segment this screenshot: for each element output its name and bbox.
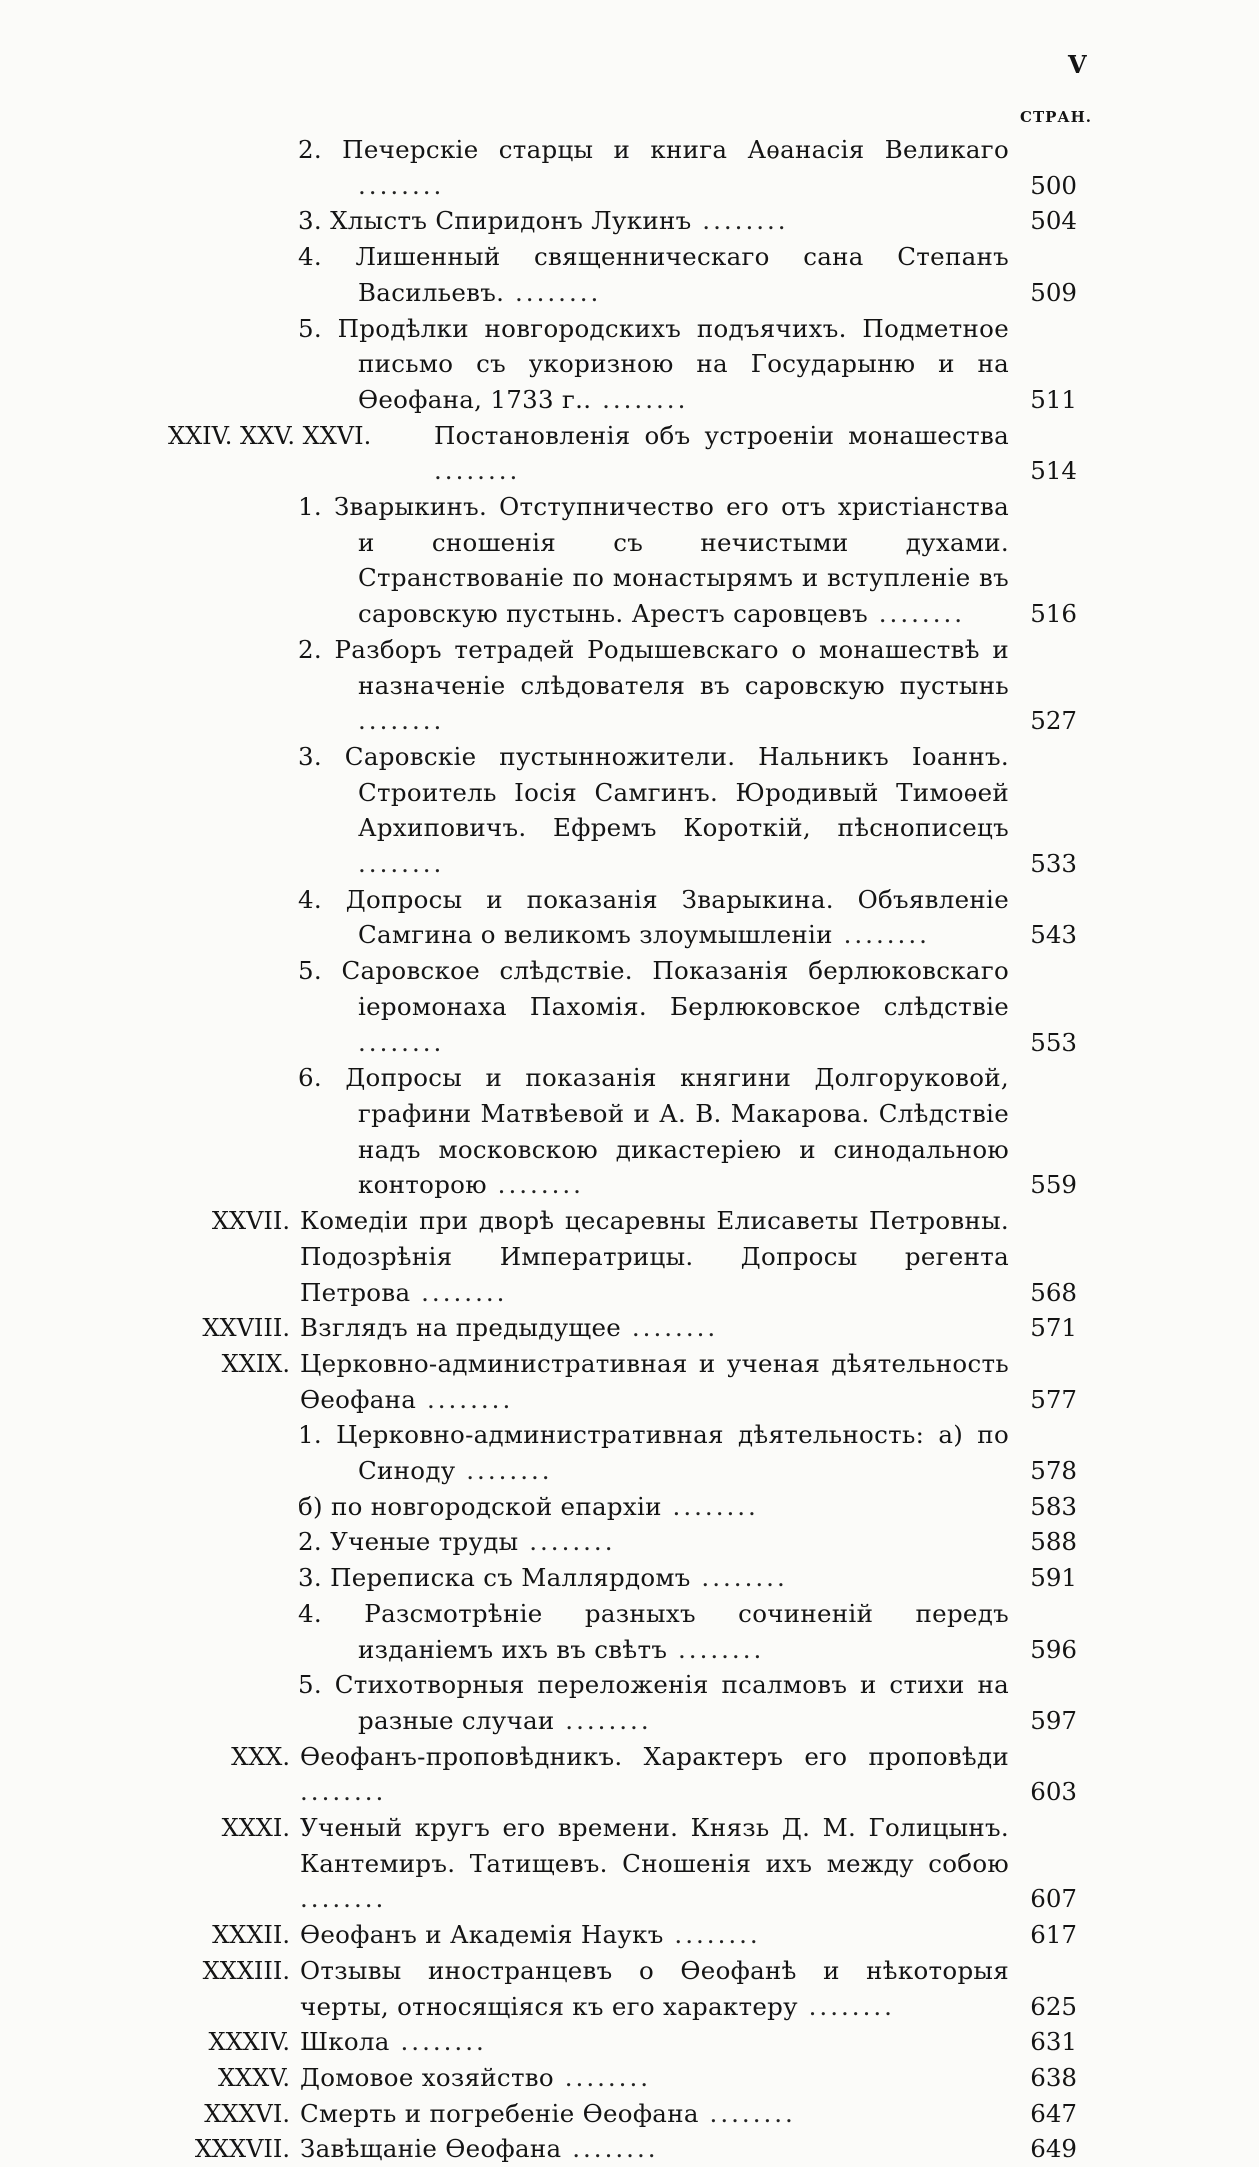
toc-entry-title: Постановленія объ устроеніи монашества ........ [434, 420, 1009, 486]
toc-entry-number: XXXV. [217, 2063, 290, 2092]
toc-entry-number: XXXIII. [202, 1956, 290, 1985]
toc-entry-number: XXIX. [221, 1349, 290, 1378]
toc-entry-title: 1. Зварыкинъ. Отступничество его отъ христіанства и сношенія съ нечистыми духами. Странствованіе по монастырямъ и вступленіе въ саровскую пустынь. Арестъ саровцевъ ........ [298, 492, 1009, 629]
toc-entry-page: 578 [1030, 1456, 1077, 1486]
toc-entry-page: 500 [1030, 170, 1077, 200]
toc-entry [0, 2131, 1259, 2167]
toc-entry-title: 2. Печерскіе старцы и книга Аѳанасія Великаго ........ [298, 135, 1009, 200]
toc-entry-page: 568 [1030, 1277, 1077, 1307]
toc-entry-page: 617 [1030, 1920, 1077, 1950]
toc-entry-title: б) по новгородской епархіи ........ [298, 1491, 759, 1521]
toc-entry-title: 5. Саровское слѣдствіе. Показанія берлюковскаго іеромонаха Пахомія. Берлюковское слѣдствіе ........ [298, 956, 1009, 1057]
page-number: V [1068, 50, 1087, 79]
toc-entry [0, 1489, 1259, 1525]
toc-entry [0, 1953, 1259, 2024]
toc-entry-page: 504 [1030, 206, 1077, 236]
toc-entry-page: 625 [1030, 1991, 1077, 2021]
toc-entry-page: 597 [1030, 1705, 1077, 1735]
toc-entry [0, 489, 1259, 632]
toc-entry [0, 1667, 1259, 1738]
toc-entry-number: XXVIII. [202, 1314, 290, 1343]
toc-entry-number: XXX. [231, 1742, 290, 1771]
toc-entry-number: XXXVI. [204, 2099, 290, 2128]
toc-entry [0, 1596, 1259, 1667]
toc-entry [0, 1917, 1259, 1953]
toc-entry-title: 3. Переписка съ Маллярдомъ ........ [298, 1563, 788, 1593]
toc-entry-page: 533 [1030, 849, 1077, 879]
toc-entry [0, 1060, 1259, 1203]
toc-entry-page: 511 [1030, 384, 1077, 414]
toc-entry [0, 2024, 1259, 2060]
toc-entry-title: Завѣщаніе Ѳеофана ........ [300, 2134, 659, 2164]
toc-entry-title: Смерть и погребеніе Ѳеофана ........ [300, 2098, 796, 2128]
toc-entry-page: 583 [1030, 1491, 1077, 1521]
toc-entry [0, 2096, 1259, 2132]
toc-entry-page: 577 [1030, 1384, 1077, 1414]
toc-entry-title: 5. Стихотворныя переложенія псалмовъ и стихи на разные случаи ........ [298, 1670, 1009, 1735]
toc-entry-number: XXXII. [212, 1921, 290, 1950]
toc-entry-title: Домовое хозяйство ........ [300, 2062, 652, 2092]
toc-entry [0, 1739, 1259, 1810]
toc-entry-page: 647 [1030, 2098, 1077, 2128]
toc-entry-title: 3. Саровскіе пустынножители. Нальникъ Іоаннъ. Строитель Іосія Самгинъ. Юродивый Тимоѳей Архиповичъ. Ефремъ Короткій, пѣснописецъ ........ [298, 741, 1009, 879]
toc-entry-title: Церковно-административная и ученая дѣятельность Ѳеофана ........ [300, 1348, 1009, 1414]
toc-entry [0, 311, 1259, 418]
toc-entry [0, 1346, 1259, 1417]
toc-entry-title: Комедіи при дворѣ цесаревны Елисаветы Петровны. Подозрѣнія Императрицы. Допросы регента Петрова ........ [300, 1206, 1009, 1307]
toc-entry-number: XXVII. [211, 1207, 290, 1236]
toc-entry [0, 2060, 1259, 2096]
toc-entry-title: Ѳеофанъ и Академія Наукъ ........ [300, 1920, 761, 1950]
toc-entry-page: 631 [1030, 2027, 1077, 2057]
toc-entry-page: 516 [1030, 599, 1077, 629]
toc-entry-title: 4. Лишенный священническаго сана Степанъ Васильевъ. ........ [298, 242, 1009, 307]
toc-entry-title: 2. Ученые труды ........ [298, 1527, 616, 1557]
toc-entry [0, 1560, 1259, 1596]
toc-entry-title: Ѳеофанъ-проповѣдникъ. Характеръ его проповѣди ........ [300, 1741, 1009, 1807]
toc-entry [0, 632, 1259, 739]
toc-entry [0, 1417, 1259, 1488]
toc-entry-page: 638 [1030, 2062, 1077, 2092]
toc-entry-title: Отзывы иностранцевъ о Ѳеофанѣ и нѣкоторыя черты, относящіяся къ его характеру ........ [300, 1955, 1009, 2021]
toc-entry [0, 1524, 1259, 1560]
toc-entry-title: Взглядъ на предыдущее ........ [300, 1313, 719, 1343]
toc-entry-title: 4. Разсмотрѣніе разныхъ сочиненій передъ изданіемъ ихъ въ свѣтъ ........ [298, 1598, 1009, 1664]
toc-entry-title: 1. Церковно-административная дѣятельность: а) по Синоду ........ [298, 1420, 1009, 1486]
toc-entry [0, 1310, 1259, 1346]
toc-entry-page: 514 [1030, 456, 1077, 486]
toc-entry-page: 559 [1030, 1170, 1077, 1200]
toc-entry-page: 509 [1030, 277, 1077, 307]
toc-entry [0, 203, 1259, 239]
toc-entry-page: 553 [1030, 1027, 1077, 1057]
toc-entry-title: Школа ........ [300, 2027, 487, 2057]
toc-entry-number: XXXVII. [194, 2135, 290, 2164]
toc-entry [0, 882, 1259, 953]
toc-entry-page: 603 [1030, 1777, 1077, 1807]
toc-entry-title: Ученый кругъ его времени. Князь Д. М. Голицынъ. Кантемиръ. Татищевъ. Сношенія ихъ между собою ........ [300, 1813, 1009, 1914]
toc-entry-page: 607 [1030, 1884, 1077, 1914]
toc-entry-title: 3. Хлыстъ Спиридонъ Лукинъ ........ [298, 206, 789, 236]
toc-entry-number: XXXI. [221, 1814, 290, 1843]
toc-entry-title: 6. Допросы и показанія княгини Долгоруковой, графини Матвѣевой и А. В. Макарова. Слѣдствіе надъ московскою дикастеріею и синодальною конторою ........ [298, 1063, 1009, 1200]
toc-entry-page: 527 [1030, 706, 1077, 736]
toc-entry [0, 1810, 1259, 1917]
toc-entry-page: 596 [1030, 1634, 1077, 1664]
toc-entry [0, 418, 1259, 489]
toc-entry-title: 4. Допросы и показанія Зварыкина. Объявленіе Самгина о великомъ злоумышленіи ........ [298, 884, 1009, 950]
toc-entry-page: 571 [1030, 1313, 1077, 1343]
toc-entry-title: 5. Продѣлки новгородскихъ подъячихъ. Подметное письмо съ укоризною на Государыню и на Ѳеофана, 1733 г.. ........ [298, 313, 1009, 414]
toc-entry-page: 543 [1030, 920, 1077, 950]
toc-entry-number: XXIV. XXV. XXVI. [168, 421, 372, 450]
table-of-contents [0, 132, 1259, 2167]
toc-entry [0, 239, 1259, 310]
toc-entry-number: XXXIV. [208, 2028, 290, 2057]
toc-entry [0, 953, 1259, 1060]
toc-entry [0, 1203, 1259, 1310]
page-column-header: СТРАН. [1020, 108, 1092, 126]
toc-entry [0, 132, 1259, 203]
toc-entry-page: 588 [1030, 1527, 1077, 1557]
toc-entry [0, 739, 1259, 882]
toc-entry-title: 2. Разборъ тетрадей Родышевскаго о монашествѣ и назначеніе слѣдователя въ саровскую пустынь ........ [298, 634, 1009, 736]
toc-entry-page: 649 [1030, 2134, 1077, 2164]
toc-entry-page: 591 [1030, 1563, 1077, 1593]
